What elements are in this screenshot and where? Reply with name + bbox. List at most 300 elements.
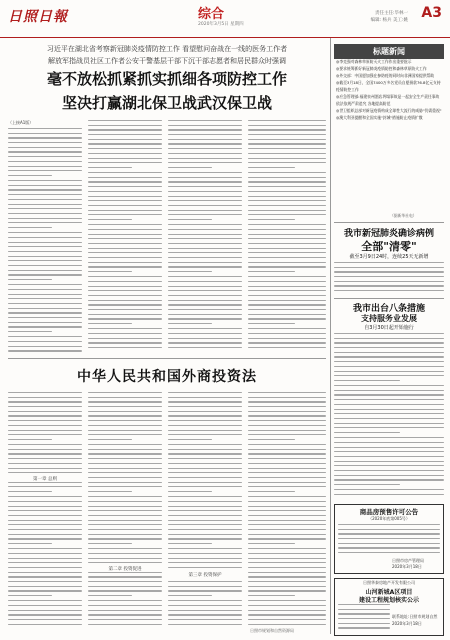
text-line bbox=[168, 538, 242, 539]
text-line bbox=[248, 219, 295, 220]
text-line bbox=[248, 538, 326, 539]
text-line bbox=[338, 533, 440, 534]
text-line bbox=[8, 251, 82, 252]
text-line bbox=[248, 449, 326, 450]
text-line bbox=[88, 624, 162, 625]
text-line bbox=[248, 548, 326, 549]
text-line bbox=[168, 314, 242, 315]
text-line bbox=[88, 610, 162, 611]
text-line bbox=[8, 496, 82, 497]
text-line bbox=[334, 479, 444, 480]
text-line bbox=[248, 281, 326, 282]
text-line bbox=[88, 323, 132, 324]
text-line bbox=[334, 423, 444, 424]
text-line bbox=[168, 266, 242, 267]
text-line bbox=[248, 323, 295, 324]
text-line bbox=[334, 399, 444, 400]
text-line bbox=[8, 303, 82, 304]
text-line bbox=[248, 205, 326, 206]
text-line bbox=[334, 413, 444, 414]
text-line bbox=[168, 449, 242, 450]
text-line bbox=[8, 572, 82, 573]
guide-item: ◎截至3月18日，全国7400万多名党员自愿捐款76.8亿元支持疫情防控工作 bbox=[336, 80, 441, 92]
text-line bbox=[8, 605, 82, 606]
text-line bbox=[88, 558, 162, 559]
text-line bbox=[168, 510, 242, 511]
text-line bbox=[248, 347, 326, 348]
text-line bbox=[168, 605, 242, 606]
text-line bbox=[334, 394, 444, 395]
text-line bbox=[88, 401, 162, 402]
text-line bbox=[248, 415, 326, 416]
text-line bbox=[338, 609, 390, 610]
text-line bbox=[168, 290, 242, 291]
text-line bbox=[88, 534, 162, 535]
text-line bbox=[248, 472, 326, 473]
text-line bbox=[8, 270, 82, 271]
column-divider bbox=[330, 38, 331, 634]
text-line bbox=[88, 406, 162, 407]
text-line bbox=[168, 262, 242, 263]
text-line bbox=[8, 284, 82, 285]
feature-column-2 bbox=[88, 392, 162, 628]
text-line bbox=[88, 286, 162, 287]
text-line bbox=[248, 300, 326, 301]
text-line bbox=[248, 586, 326, 587]
text-line bbox=[334, 451, 444, 452]
text-line bbox=[248, 162, 326, 163]
text-line bbox=[334, 456, 444, 457]
text-line bbox=[168, 281, 242, 282]
planning-notice-title-1: 山河新城A区项目 bbox=[365, 589, 413, 596]
text-line bbox=[168, 439, 212, 440]
text-line bbox=[248, 491, 295, 492]
text-line bbox=[334, 342, 444, 343]
text-line bbox=[168, 148, 242, 149]
text-line bbox=[248, 153, 326, 154]
text-line bbox=[8, 397, 82, 398]
text-line bbox=[8, 260, 82, 261]
text-line bbox=[8, 185, 82, 186]
text-line bbox=[8, 218, 82, 219]
text-line bbox=[334, 290, 444, 291]
text-line bbox=[334, 385, 444, 386]
text-line bbox=[248, 444, 326, 445]
text-line bbox=[168, 614, 242, 615]
wuhan-subhead: 截至3月9日24时，连续25天无新增 bbox=[349, 254, 429, 260]
text-line bbox=[248, 210, 326, 211]
text-line bbox=[8, 463, 82, 464]
text-line bbox=[168, 134, 242, 135]
text-line bbox=[334, 465, 444, 466]
text-line bbox=[88, 238, 162, 239]
text-line bbox=[168, 397, 242, 398]
text-line bbox=[248, 614, 326, 615]
text-line bbox=[8, 166, 82, 167]
text-line bbox=[168, 177, 242, 178]
text-line bbox=[8, 510, 82, 511]
headline-guide-title: 标题新闻 bbox=[334, 44, 444, 59]
text-line bbox=[168, 219, 212, 220]
text-line bbox=[8, 308, 82, 309]
text-line bbox=[168, 338, 242, 339]
text-line bbox=[338, 604, 390, 605]
text-line bbox=[8, 590, 82, 591]
text-line bbox=[168, 139, 242, 140]
text-line bbox=[248, 529, 326, 530]
text-line bbox=[168, 458, 242, 459]
text-line bbox=[248, 181, 326, 182]
text-line bbox=[248, 600, 326, 601]
lead-headline-1: 毫不放松抓紧抓实抓细各项防控工作 bbox=[46, 70, 287, 88]
text-line bbox=[88, 224, 162, 225]
section-divider bbox=[8, 358, 326, 359]
text-line bbox=[8, 199, 82, 200]
text-line bbox=[168, 309, 242, 310]
text-line bbox=[88, 243, 162, 244]
guide-item: ◎外交部：中国愿加强在参防疫的同时向非洲国家提供帮助 bbox=[336, 73, 435, 78]
text-line bbox=[8, 317, 82, 318]
text-line bbox=[168, 515, 242, 516]
text-line bbox=[88, 444, 162, 445]
text-line bbox=[168, 229, 242, 230]
text-line bbox=[248, 177, 326, 178]
text-line bbox=[334, 437, 444, 438]
text-line bbox=[168, 496, 242, 497]
text-line bbox=[168, 595, 212, 596]
text-line bbox=[8, 289, 82, 290]
text-line bbox=[334, 390, 444, 391]
trade-headline-1: 我市出台八条措施 bbox=[352, 304, 425, 314]
text-line bbox=[334, 375, 444, 376]
text-line bbox=[88, 472, 162, 473]
text-line bbox=[8, 529, 82, 530]
text-line bbox=[334, 489, 444, 490]
text-line bbox=[88, 333, 162, 334]
text-line bbox=[334, 494, 444, 495]
text-line bbox=[88, 257, 162, 258]
guide-item: ◎应急管理部:福建泉州酒店坍塌事故是一起安全生产责任事故 依法依规严肃追究 各地提高防范 bbox=[336, 94, 440, 106]
text-line bbox=[8, 576, 82, 577]
text-line bbox=[334, 347, 444, 348]
text-line bbox=[168, 520, 242, 521]
text-line bbox=[248, 576, 326, 577]
text-line bbox=[8, 548, 82, 549]
text-line bbox=[248, 200, 326, 201]
text-line bbox=[248, 252, 326, 253]
text-line bbox=[168, 186, 242, 187]
text-line bbox=[168, 300, 242, 301]
text-line bbox=[8, 161, 82, 162]
text-line bbox=[168, 619, 242, 620]
text-line bbox=[168, 444, 242, 445]
presale-notice-issuer: 日照市房产管理局 bbox=[392, 558, 424, 563]
text-line bbox=[88, 392, 162, 393]
text-line bbox=[8, 227, 52, 228]
text-line bbox=[8, 133, 82, 134]
text-line bbox=[168, 411, 242, 412]
text-line bbox=[248, 477, 326, 478]
newspaper-logo: 日照日報 bbox=[8, 9, 68, 25]
feature-column-3 bbox=[168, 392, 242, 628]
text-line bbox=[248, 392, 326, 393]
text-line bbox=[248, 515, 326, 516]
text-line bbox=[248, 468, 326, 469]
text-line bbox=[248, 314, 326, 315]
text-line bbox=[334, 409, 444, 410]
text-line bbox=[88, 172, 162, 173]
text-line bbox=[248, 186, 326, 187]
text-line bbox=[168, 257, 242, 258]
text-line bbox=[248, 214, 326, 215]
trade-headline-2: 支持服务业发展 bbox=[361, 314, 417, 323]
text-line bbox=[8, 401, 82, 402]
text-line bbox=[8, 444, 82, 445]
lead-dateline: （上接A1版） bbox=[8, 120, 34, 125]
text-line bbox=[88, 125, 162, 126]
text-line bbox=[248, 262, 326, 263]
text-line bbox=[334, 380, 400, 381]
guide-item: ◎澳大利亚提醒和全国实施"封城"措施防止疫情扩散 bbox=[336, 115, 423, 120]
text-line bbox=[248, 439, 295, 440]
text-line bbox=[8, 425, 82, 426]
text-line bbox=[88, 449, 162, 450]
text-line bbox=[168, 162, 242, 163]
text-line bbox=[8, 558, 82, 559]
text-line bbox=[8, 294, 82, 295]
text-line bbox=[168, 323, 212, 324]
text-line bbox=[88, 477, 162, 478]
text-line bbox=[338, 618, 390, 619]
text-line bbox=[248, 543, 295, 544]
text-line bbox=[88, 581, 162, 582]
text-line bbox=[334, 281, 444, 282]
text-line bbox=[168, 153, 242, 154]
text-line bbox=[168, 463, 242, 464]
text-line bbox=[8, 170, 82, 171]
text-line bbox=[88, 181, 162, 182]
text-line bbox=[88, 595, 132, 596]
text-line bbox=[334, 404, 444, 405]
page-number: A3 bbox=[421, 5, 442, 21]
text-line bbox=[88, 576, 162, 577]
text-line bbox=[88, 219, 132, 220]
text-line bbox=[88, 496, 162, 497]
text-line bbox=[168, 472, 242, 473]
text-line bbox=[168, 243, 242, 244]
text-line bbox=[88, 486, 162, 487]
text-line bbox=[8, 614, 82, 615]
text-line bbox=[8, 553, 82, 554]
editor-line: 编辑: 杨兵 美工:姚 bbox=[370, 18, 408, 23]
text-line bbox=[168, 234, 242, 235]
text-line bbox=[168, 581, 242, 582]
text-line bbox=[248, 295, 326, 296]
text-line bbox=[248, 510, 326, 511]
text-line bbox=[168, 567, 242, 568]
text-line bbox=[248, 238, 326, 239]
lead-subhead-1: 习近平在湖北省考察新冠肺炎疫情防控工作 看望慰问奋战在一线的医务工作者 bbox=[46, 45, 288, 53]
text-line bbox=[248, 257, 326, 258]
text-line bbox=[88, 482, 162, 483]
text-line bbox=[88, 463, 162, 464]
lead-headline-2: 坚决打赢湖北保卫战武汉保卫战 bbox=[61, 94, 272, 112]
presale-notice-body bbox=[338, 524, 440, 558]
text-line bbox=[8, 506, 82, 507]
text-line bbox=[248, 420, 326, 421]
text-line bbox=[8, 298, 82, 299]
text-line bbox=[248, 143, 326, 144]
text-line bbox=[88, 295, 162, 296]
text-line bbox=[88, 562, 162, 563]
text-line bbox=[338, 627, 390, 628]
text-line bbox=[88, 134, 162, 135]
text-line bbox=[88, 186, 162, 187]
text-line bbox=[8, 434, 82, 435]
text-line bbox=[88, 501, 162, 502]
text-line bbox=[88, 196, 162, 197]
text-line bbox=[88, 411, 162, 412]
text-line bbox=[168, 172, 242, 173]
text-line bbox=[248, 196, 326, 197]
text-line bbox=[168, 342, 242, 343]
text-line bbox=[248, 234, 326, 235]
text-line bbox=[88, 271, 132, 272]
text-line bbox=[248, 458, 326, 459]
text-line bbox=[8, 147, 82, 148]
text-line bbox=[168, 295, 242, 296]
text-line bbox=[248, 453, 326, 454]
text-line bbox=[248, 243, 326, 244]
text-line bbox=[8, 341, 82, 342]
text-line bbox=[338, 552, 440, 553]
text-line bbox=[88, 214, 162, 215]
text-line bbox=[248, 167, 295, 168]
text-line bbox=[8, 237, 82, 238]
text-line bbox=[8, 322, 82, 323]
text-line bbox=[88, 420, 162, 421]
text-line bbox=[248, 482, 326, 483]
text-line bbox=[168, 491, 212, 492]
text-line bbox=[8, 392, 82, 393]
planning-notice-contact: 联系地址:日照市规划自然 bbox=[392, 614, 438, 619]
text-line bbox=[168, 318, 242, 319]
lead-body-column-3 bbox=[168, 120, 242, 354]
text-line bbox=[88, 314, 162, 315]
text-line bbox=[248, 524, 326, 525]
text-line bbox=[168, 191, 242, 192]
text-line bbox=[88, 120, 162, 121]
sidebar-divider bbox=[334, 222, 444, 223]
text-line bbox=[8, 175, 52, 176]
section-name: 综合 bbox=[198, 7, 225, 22]
text-line bbox=[8, 242, 82, 243]
text-line bbox=[248, 139, 326, 140]
text-line bbox=[334, 356, 444, 357]
text-line bbox=[248, 129, 326, 130]
text-line bbox=[8, 326, 82, 327]
text-line bbox=[8, 194, 82, 195]
lead-body-column-4 bbox=[248, 120, 326, 354]
text-line bbox=[248, 425, 326, 426]
text-line bbox=[8, 208, 82, 209]
text-line bbox=[88, 425, 162, 426]
feature-chapter-2: 第二章 投资促进 bbox=[88, 566, 162, 572]
text-line bbox=[88, 590, 162, 591]
text-line bbox=[88, 529, 162, 530]
text-line bbox=[8, 180, 82, 181]
text-line bbox=[168, 529, 242, 530]
guide-item: ◎世卫组织总部对新冠疫情构成全球性大流行的威胁"仍需重视" bbox=[336, 108, 442, 113]
feature-column-1 bbox=[8, 392, 82, 628]
text-line bbox=[334, 352, 444, 353]
guide-credit: （据新华社电） bbox=[390, 213, 417, 218]
text-line bbox=[8, 406, 82, 407]
text-line bbox=[88, 153, 162, 154]
text-line bbox=[334, 371, 444, 372]
text-line bbox=[168, 506, 242, 507]
text-line bbox=[88, 524, 162, 525]
guide-item: ◎要求统筹抓好新冠肺炎疫情防控和森林草原防火工作 bbox=[336, 66, 427, 71]
presale-notice-date: 2020年3月18日 bbox=[392, 564, 422, 569]
trade-body bbox=[334, 333, 444, 501]
text-line bbox=[248, 304, 326, 305]
text-line bbox=[168, 210, 242, 211]
text-line bbox=[168, 286, 242, 287]
planning-notice-body bbox=[338, 604, 390, 634]
text-line bbox=[168, 248, 242, 249]
text-line bbox=[8, 128, 82, 129]
text-line bbox=[8, 331, 52, 332]
text-line bbox=[248, 520, 326, 521]
text-line bbox=[338, 538, 440, 539]
text-line bbox=[88, 538, 162, 539]
wuhan-headline-2: 全部"清零" bbox=[361, 240, 417, 253]
text-line bbox=[248, 338, 326, 339]
planning-notice-date: 2020年3月18日 bbox=[392, 621, 422, 626]
text-line bbox=[8, 256, 82, 257]
text-line bbox=[88, 458, 162, 459]
text-line bbox=[88, 491, 132, 492]
text-line bbox=[248, 172, 326, 173]
text-line bbox=[88, 266, 162, 267]
text-line bbox=[88, 143, 162, 144]
editors bbox=[371, 10, 408, 24]
text-line bbox=[248, 506, 326, 507]
text-line bbox=[168, 406, 242, 407]
text-line bbox=[8, 562, 82, 563]
text-line bbox=[248, 605, 326, 606]
text-line bbox=[168, 558, 242, 559]
text-line bbox=[8, 501, 82, 502]
text-line bbox=[8, 415, 82, 416]
text-line bbox=[88, 276, 162, 277]
text-line bbox=[168, 143, 242, 144]
text-line bbox=[8, 453, 82, 454]
feature-chapter-3: 第三章 投资保护 bbox=[168, 572, 242, 578]
text-line bbox=[8, 472, 82, 473]
text-line bbox=[88, 234, 162, 235]
text-line bbox=[8, 279, 52, 280]
text-line bbox=[8, 312, 82, 313]
text-line bbox=[168, 590, 242, 591]
feature-chapter-1: 第一章 总则 bbox=[8, 476, 82, 482]
text-line bbox=[88, 600, 162, 601]
text-line bbox=[338, 524, 440, 525]
text-line bbox=[248, 430, 326, 431]
text-line bbox=[88, 248, 162, 249]
text-line bbox=[8, 534, 82, 535]
